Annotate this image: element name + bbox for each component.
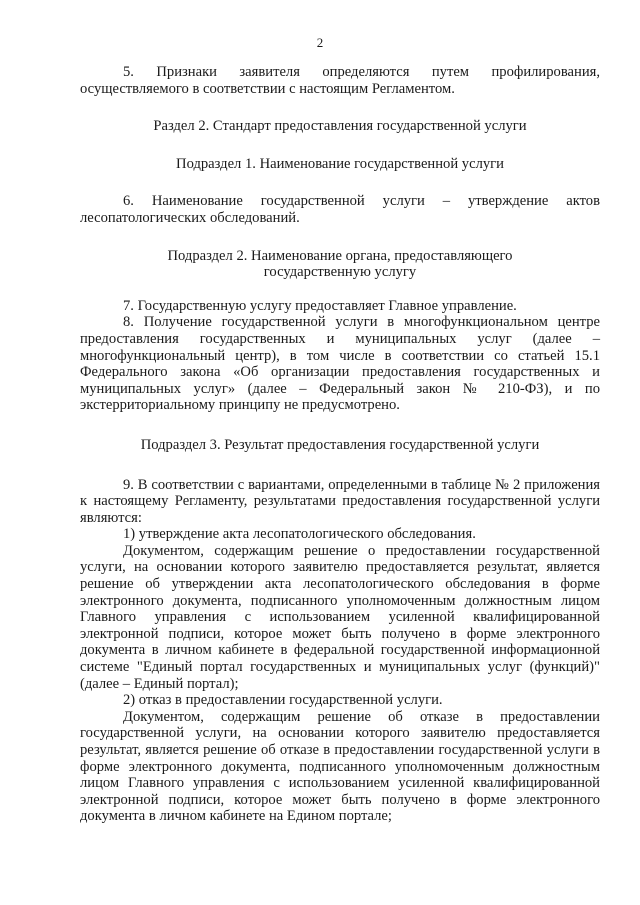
paragraph-7: 7. Государственную услугу предоставляет Главное управление. (123, 297, 517, 314)
subsection-1-heading: Подраздел 1. Наименование государственной услуги (176, 155, 504, 172)
document-body (80, 64, 600, 825)
subsection-2-heading-line-2: государственную услугу (263, 264, 417, 281)
page-number: 2 (316, 35, 324, 50)
paragraph-9-item-2-document: Документом, содержащим решение об отказе в предоставлении государственной услуги, на основании которого заявителю предоставляется результат, является решение об отказе в предоставлении государственной услуги в форме электронного документа, подписанного уполномоченным должностным лицом Главного управления с использованием усиленной квалифицированной электронной подписи, которое может быть получено в форме электронного документа в личном кабинете на Едином портале; (80, 708, 600, 825)
paragraph-9: 9. В соответствии с вариантами, определенными в таблице № 2 приложения к настоящему Регламенту, результатами предоставления государственной услуги являются: (80, 476, 600, 526)
paragraph-5: 5. Признаки заявителя определяются путем профилирования, осуществляемого в соответствии с настоящим Регламентом. (80, 64, 600, 97)
paragraph-9-item-1-document: Документом, содержащим решение о предоставлении государственной услуги, на основании которого заявителю предоставляется результат, является решение об утверждении акта лесопатологического обследования в форме электронного документа, подписанного уполномоченным должностным лицом Главного управления с использованием усиленной квалифицированной электронной подписи, которое может быть получено в форме электронного документа в личном кабинете в федеральной государственной информационной системе "Единый портал государственных и муниципальных услуг (функций)" (далее – Единый портал); (80, 542, 600, 692)
subsection-3-heading: Подраздел 3. Результат предоставления государственной услуги (140, 436, 540, 453)
subsection-2-heading (80, 248, 600, 281)
paragraph-8: 8. Получение государственной услуги в многофункциональном центре предоставления государственных и муниципальных услуг (далее – многофункциональный центр), в том числе в соответствии со статьей 15.1 Федерального закона «Об организации предоставления государственных и муниципальных услуг» (далее – Федеральный закон № 210-ФЗ), и по экстерриториальному принципу не предусмотрено. (80, 314, 600, 414)
paragraph-6: 6. Наименование государственной услуги – утверждение актов лесопатологических обследований. (80, 193, 600, 226)
paragraph-9-item-1: 1) утверждение акта лесопатологического обследования. (123, 526, 476, 543)
subsection-2-heading-line-1: Подраздел 2. Наименование органа, предоставляющего (167, 247, 513, 264)
paragraph-9-item-2: 2) отказ в предоставлении государственной услуги. (123, 692, 443, 709)
section-2-heading: Раздел 2. Стандарт предоставления государственной услуги (153, 118, 527, 135)
